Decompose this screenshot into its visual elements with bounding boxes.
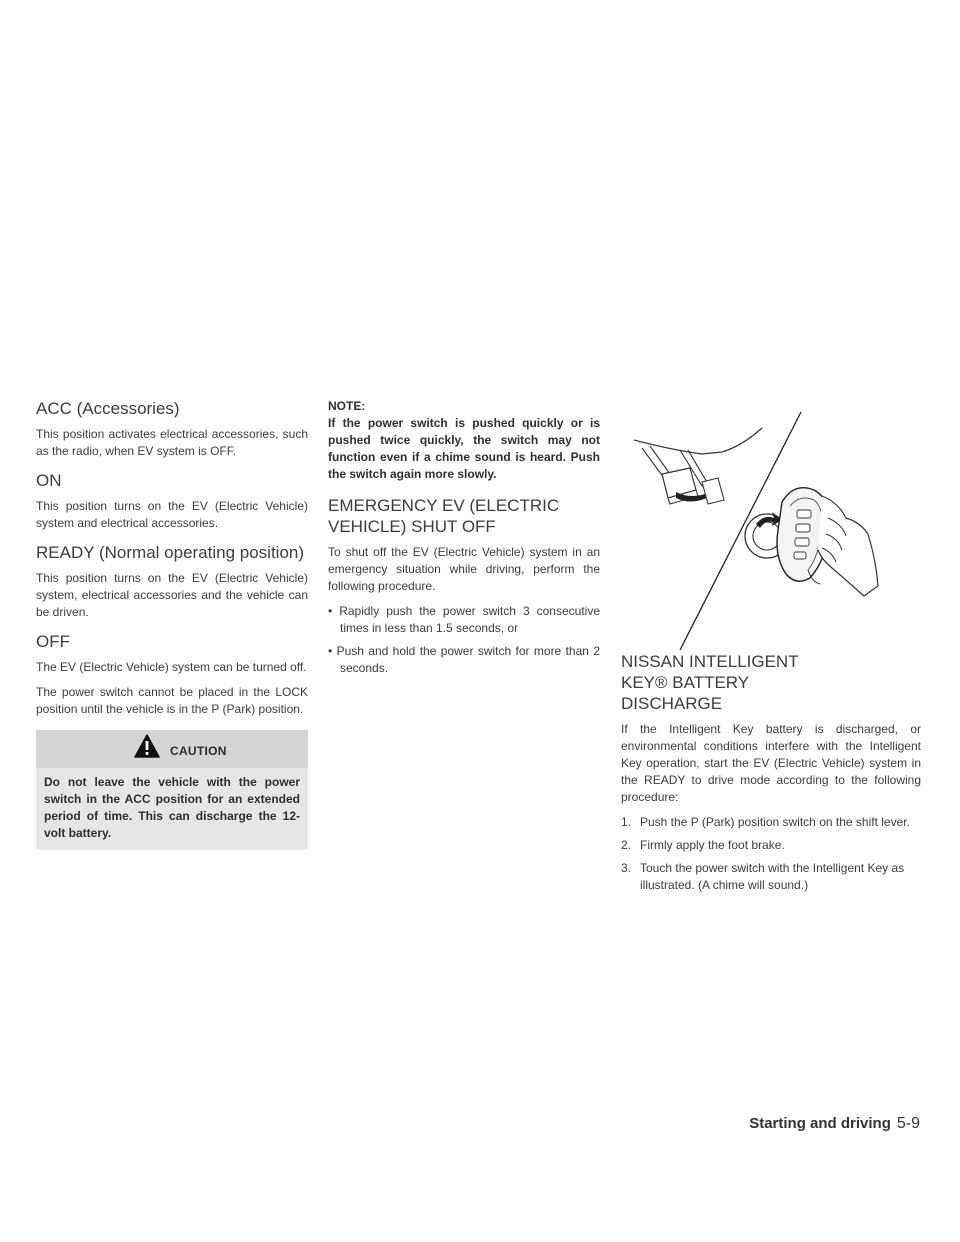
list-item: • Rapidly push the power switch 3 consecutive times in less than 1.5 seconds, or (328, 604, 600, 635)
column-left (36, 398, 308, 850)
section-ready (36, 542, 308, 621)
text-battery-discharge: If the Intelligent Key battery is discharged, or environmental conditions interfere with the Intelligent Key operation, start the EV (Electric Vehicle) system in the READY to drive mode according to the following procedure: (621, 722, 921, 804)
text-ready: This position turns on the EV (Electric Vehicle) system, electrical accessories and the vehicle can be driven. (36, 571, 308, 619)
text-emergency: To shut off the EV (Electric Vehicle) system in an emergency situation while driving, perform the following procedure. (328, 545, 600, 593)
caution-text: Do not leave the vehicle with the power switch in the ACC position for an extended period of time. This can discharge the 12-volt battery. (44, 775, 300, 840)
page-footer (749, 1115, 920, 1133)
section-off (36, 631, 308, 718)
intelligent-key-illustration (632, 410, 932, 660)
caution-header (36, 730, 308, 768)
caution-title: CAUTION (170, 744, 227, 758)
list-item: 3. Touch the power switch with the Intelligent Key as illustrated. (A chime will sound.) (621, 861, 905, 892)
text-acc: This position activates electrical accessories, such as the radio, when EV system is OFF. (36, 427, 308, 458)
list-item: • Push and hold the power switch for more than 2 seconds. (328, 644, 600, 675)
heading-on: ON (36, 471, 62, 490)
text-off-1: The EV (Electric Vehicle) system can be turned off. (36, 660, 307, 674)
emergency-bullet-list (328, 603, 600, 677)
heading-acc: ACC (Accessories) (36, 399, 180, 418)
procedure-steps (621, 814, 921, 894)
section-acc (36, 398, 308, 460)
note-text: If the power switch is pushed quickly or is pushed twice quickly, the switch may not function even if a chime sound is heard. Push the switch again more slowly. (328, 416, 600, 481)
heading-battery-discharge: NISSAN INTELLIGENT KEY® BATTERY DISCHARGE (621, 652, 799, 713)
column-right (621, 651, 921, 900)
section-on (36, 470, 308, 532)
warning-triangle-icon (134, 734, 160, 763)
heading-ready: READY (Normal operating position) (36, 543, 305, 562)
column-middle (328, 398, 600, 683)
text-off-2: The power switch cannot be placed in the LOCK position until the vehicle is in the P (Park) position. (36, 685, 308, 716)
text-on: This position turns on the EV (Electric Vehicle) system and electrical accessories. (36, 499, 308, 530)
heading-emergency: EMERGENCY EV (ELECTRIC VEHICLE) SHUT OFF (328, 496, 560, 536)
list-item: 1. Push the P (Park) position switch on the shift lever. (621, 815, 910, 829)
note-label: NOTE: (328, 399, 366, 413)
list-item: 2. Firmly apply the foot brake. (621, 838, 785, 852)
key-touch-illustration-svg (632, 410, 932, 660)
page-number: 5-9 (896, 1115, 920, 1132)
heading-off: OFF (36, 632, 70, 651)
caution-box (36, 730, 308, 850)
footer-section-title: Starting and driving (749, 1115, 891, 1132)
